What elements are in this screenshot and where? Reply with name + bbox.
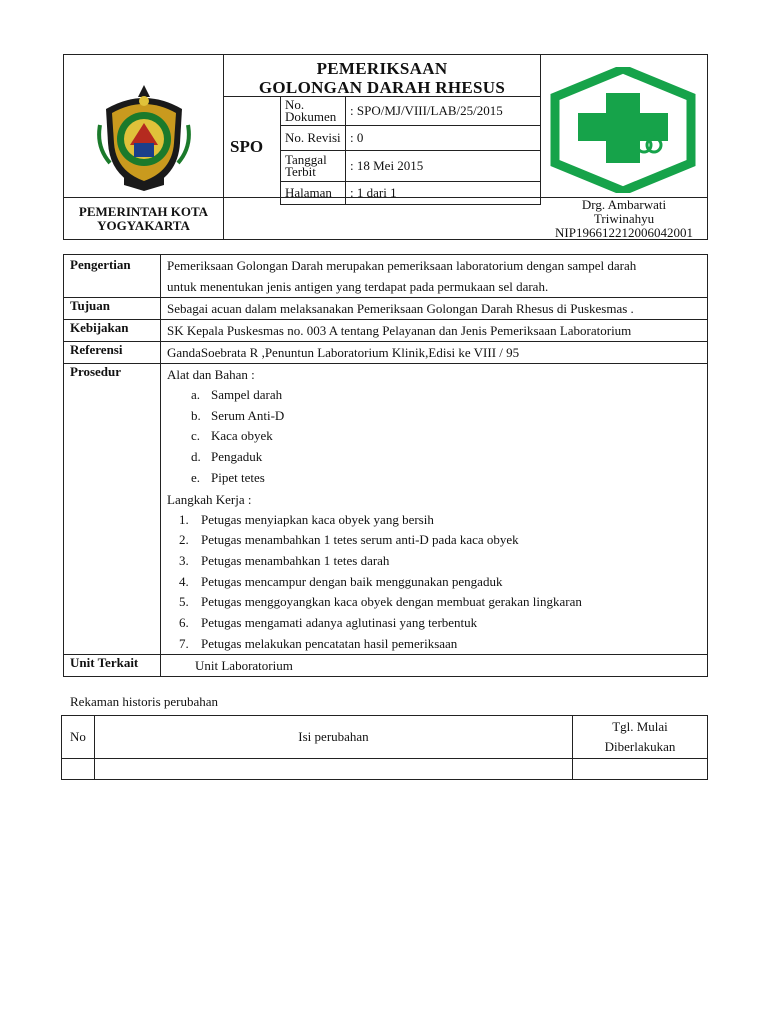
history-table: [61, 715, 708, 780]
meta-label: Tanggal Terbit: [281, 151, 346, 182]
row-prosedur: [64, 364, 708, 655]
value-pengertian: [161, 255, 708, 298]
signer-block: [540, 198, 708, 240]
row-tujuan: [64, 298, 708, 320]
list-item: [179, 572, 703, 593]
list-item: [179, 613, 703, 634]
meta-label: Halaman: [281, 182, 346, 205]
history-row: [62, 759, 708, 780]
list-item: [191, 447, 703, 468]
meta-value: : 18 Mei 2015: [346, 151, 541, 182]
history-header-row: [62, 716, 708, 759]
list-text: Petugas menambahkan 1 tetes darah: [201, 552, 390, 568]
row-kebijakan: [64, 320, 708, 342]
list-marker: 4.: [179, 573, 189, 589]
list-text: Petugas menggoyangkan kaca obyek dengan membuat gerakan lingkaran: [201, 594, 582, 610]
alat-heading: Alat dan Bahan :: [167, 367, 255, 382]
list-item: [191, 406, 703, 427]
list-marker: b.: [191, 407, 201, 423]
list-marker: 3.: [179, 552, 189, 568]
procedure-table: [63, 254, 708, 677]
history-cell: [62, 759, 95, 780]
title-line-2: GOLONGAN DARAH RHESUS: [258, 78, 506, 97]
value-unit-terkait: Unit Laboratorium: [161, 655, 708, 677]
document-meta-table: [280, 96, 541, 205]
list-item: [179, 592, 703, 613]
value-referensi: GandaSoebrata R ,Penuntun Laboratorium Klinik,Edisi ke VIII / 95: [161, 342, 708, 364]
title-line-1: PEMERIKSAAN: [316, 59, 448, 78]
list-text: Serum Anti-D: [211, 407, 285, 423]
puskesmas-logo: [548, 67, 698, 193]
row-unit-terkait: [64, 655, 708, 677]
value-tujuan: Sebagai acuan dalam melaksanakan Pemeriksaan Golongan Darah Rhesus di Puskesmas .: [161, 298, 708, 320]
pengertian-line: Pemeriksaan Golongan Darah merupakan pemeriksaan laboratorium dengan sampel darah: [167, 258, 637, 273]
col-isi-perubahan: Isi perubahan: [95, 716, 573, 759]
langkah-heading: Langkah Kerja :: [167, 491, 252, 507]
org-line-1: PEMERINTAH KOTA: [78, 204, 209, 219]
meta-value: : 1 dari 1: [346, 182, 541, 205]
list-item: [191, 426, 703, 447]
document-header: [63, 54, 708, 240]
meta-row: [281, 182, 541, 205]
meta-row: [281, 126, 541, 151]
meta-label: No. Dokumen: [281, 97, 346, 126]
list-item: [179, 634, 703, 655]
list-text: Petugas mencampur dengan baik menggunakan pengaduk: [201, 573, 503, 589]
list-item: [179, 530, 703, 551]
org-line-2: YOGYAKARTA: [97, 218, 190, 233]
meta-label: No. Revisi: [281, 126, 346, 151]
label-referensi: Referensi: [64, 342, 161, 364]
list-marker: c.: [191, 428, 201, 444]
yogyakarta-coat-of-arms-logo: [94, 81, 194, 193]
row-referensi: [64, 342, 708, 364]
meta-row: [281, 151, 541, 182]
meta-value: : 0: [346, 126, 541, 151]
meta-value: : SPO/MJ/VIII/LAB/25/2015: [346, 97, 541, 126]
list-marker: 6.: [179, 615, 189, 631]
signer-name: Drg. Ambarwati: [581, 197, 667, 212]
list-item: [191, 385, 703, 406]
list-text: Petugas menyiapkan kaca obyek yang bersih: [201, 511, 434, 527]
list-text: Kaca obyek: [211, 428, 273, 444]
list-marker: 7.: [179, 635, 189, 651]
col-tgl-mulai: [573, 716, 708, 759]
signer-name: Triwinahyu: [593, 211, 655, 226]
pengertian-line: untuk menentukan jenis antigen yang terdapat pada permukaan sel darah.: [167, 279, 549, 294]
list-text: Petugas mengamati adanya aglutinasi yang terbentuk: [201, 615, 478, 631]
col-no: No: [62, 716, 95, 759]
list-marker: d.: [191, 449, 201, 465]
list-marker: a.: [191, 387, 201, 402]
list-marker: 1.: [179, 511, 189, 527]
list-text: Petugas melakukan pencatatan hasil pemeriksaan: [201, 635, 458, 651]
list-text: Pengaduk: [211, 449, 263, 465]
signer-nip: NIP196612212006042001: [555, 225, 693, 240]
value-kebijakan: SK Kepala Puskesmas no. 003 A tentang Pelayanan dan Jenis Pemeriksaan Laboratorium: [161, 320, 708, 342]
langkah-list: [179, 510, 703, 655]
list-text: Sampel darah: [211, 387, 283, 402]
meta-row: [281, 97, 541, 126]
history-cell: [95, 759, 573, 780]
label-tujuan: Tujuan: [64, 298, 161, 320]
value-prosedur: [161, 364, 708, 655]
row-pengertian: [64, 255, 708, 298]
list-item: [179, 510, 703, 531]
list-marker: e.: [191, 469, 201, 485]
alat-list: [191, 385, 703, 489]
list-item: [191, 468, 703, 489]
list-text: Petugas menambahkan 1 tetes serum anti-D pada kaca obyek: [201, 532, 519, 548]
list-text: Pipet tetes: [211, 469, 265, 485]
label-pengertian: Pengertian: [64, 255, 161, 298]
col-tgl-line: Diberlakukan: [604, 739, 676, 754]
document-title: [224, 59, 540, 97]
history-cell: [573, 759, 708, 780]
label-unit-terkait: Unit Terkait: [64, 655, 161, 677]
list-marker: 2.: [179, 532, 189, 548]
list-marker: 5.: [179, 594, 189, 610]
label-prosedur: Prosedur: [64, 364, 161, 655]
list-item: [179, 551, 703, 572]
organization-name: [64, 205, 223, 233]
label-kebijakan: Kebijakan: [64, 320, 161, 342]
spo-label: SPO: [230, 137, 264, 156]
col-tgl-line: Tgl. Mulai: [612, 719, 668, 734]
history-caption: Rekaman historis perubahan: [70, 694, 219, 709]
